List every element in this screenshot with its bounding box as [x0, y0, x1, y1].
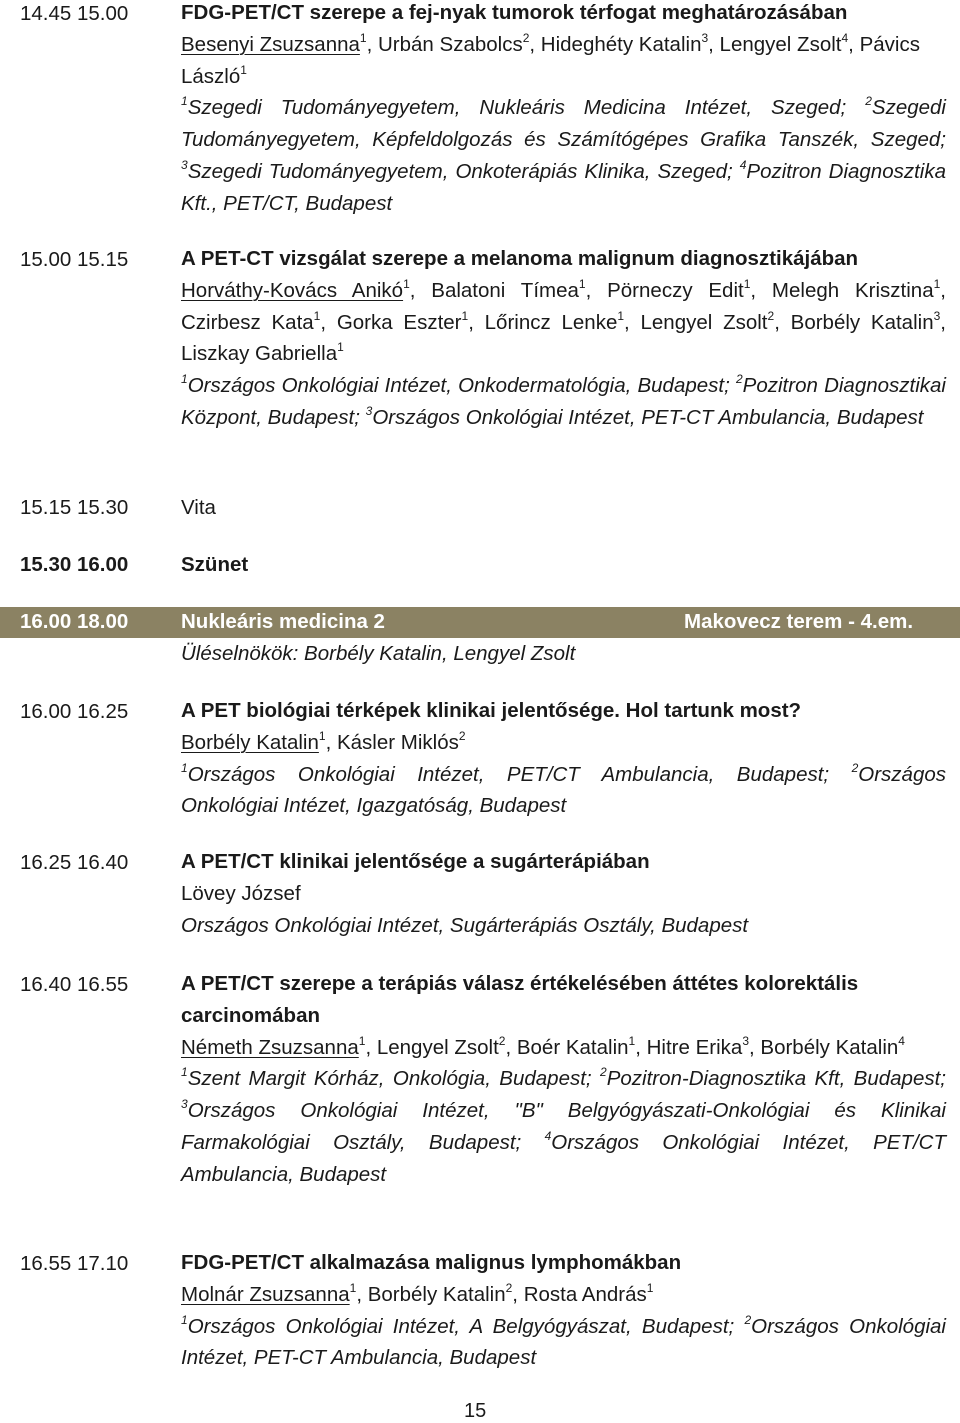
affiliation-number: 4	[544, 1128, 552, 1143]
presenting-author: Borbély Katalin	[181, 730, 319, 754]
affiliation-number: 2	[735, 372, 743, 387]
program-entry	[181, 695, 946, 822]
affiliation-number: 3	[365, 403, 373, 418]
entry-time: 16.00 16.25	[20, 700, 129, 723]
author-affiliation-mark: 3	[933, 308, 941, 323]
co-author: , Hideghéty Katalin	[529, 32, 702, 56]
talk-affiliations	[181, 759, 946, 823]
program-entry	[181, 968, 946, 1191]
entry-time: 16.55 17.10	[20, 1252, 129, 1275]
affiliation-number: 3	[181, 1097, 188, 1112]
co-author: , Pávics László	[181, 32, 920, 88]
co-author: , Kásler Miklós	[325, 730, 459, 754]
entry-time: 15.00 15.15	[20, 248, 129, 271]
co-author: , Melegh Krisztina	[750, 278, 934, 302]
co-author: , Czirbesz Kata	[181, 278, 946, 334]
talk-affiliations	[181, 1063, 946, 1190]
talk-title: FDG-PET/CT szerepe a fej-nyak tumorok térfogat meghatározásában	[181, 1, 848, 24]
co-author: , Lengyel Zsolt	[708, 32, 842, 56]
affiliation-text: Szegedi Tudományegyetem, Nukleáris Medicina Intézet, Szeged;	[187, 96, 866, 120]
co-author: , Balatoni Tímea	[409, 278, 579, 302]
co-author: , Boér Katalin	[505, 1035, 629, 1059]
presenting-author: Németh Zsuzsanna	[181, 1035, 359, 1059]
author-affiliation-mark: 4	[898, 1033, 905, 1048]
affiliation-number: 1	[181, 760, 188, 775]
author-affiliation-mark: 3	[742, 1033, 749, 1048]
talk-authors	[181, 275, 946, 370]
affiliation-number: 2	[744, 1312, 752, 1327]
author-affiliation-mark: 1	[349, 1280, 357, 1295]
talk-authors	[181, 1279, 946, 1311]
author-affiliation-mark: 1	[240, 62, 247, 77]
co-author: , Lengyel Zsolt	[624, 310, 768, 334]
co-author: , Liszkay Gabriella	[181, 310, 946, 366]
talk-title: A PET/CT klinikai jelentősége a sugárterápiában	[181, 850, 650, 873]
affiliation-number: 2	[851, 760, 859, 775]
session-time: 16.00 18.00	[20, 610, 129, 633]
talk-authors	[181, 727, 946, 759]
author-affiliation-mark: 1	[617, 308, 625, 323]
author-affiliation-mark: 1	[313, 308, 321, 323]
session-chairs: Üléselnökök: Borbély Katalin, Lengyel Zsolt	[181, 642, 576, 665]
affiliation-number: 1	[181, 372, 188, 387]
talk-affiliations	[181, 910, 946, 942]
break-time: 15.30 16.00	[20, 553, 129, 576]
co-author: , Rosta András	[512, 1282, 647, 1306]
co-author: , Borbély Katalin	[356, 1282, 506, 1306]
break-label: Vita	[181, 496, 216, 519]
author-affiliation-mark: 4	[841, 30, 849, 45]
affiliation-number: 4	[739, 157, 747, 172]
author-affiliation-mark: 1	[337, 340, 344, 355]
affiliation-number: 2	[600, 1065, 607, 1080]
affiliation-number: 1	[181, 1312, 188, 1327]
presenting-author: Molnár Zsuzsanna	[181, 1282, 350, 1306]
break-label: Szünet	[181, 553, 249, 576]
talk-title: A PET-CT vizsgálat szerepe a melanoma malignum diagnosztikájában	[181, 247, 859, 270]
author-affiliation-mark: 1	[461, 308, 469, 323]
author-affiliation-mark: 1	[578, 276, 586, 291]
session-room: Makovecz terem - 4.em.	[684, 610, 914, 633]
talk-affiliations	[181, 1311, 946, 1375]
affiliation-text: Pozitron-Diagnosztika Kft, Budapest;	[606, 1067, 946, 1091]
author-affiliation-mark: 1	[318, 728, 326, 743]
affiliation-number: 3	[181, 157, 188, 172]
co-author: , Lőrincz Lenke	[468, 310, 618, 334]
talk-authors	[181, 29, 946, 93]
author-affiliation-mark: 1	[933, 276, 941, 291]
co-author: , Borbély Katalin	[774, 310, 934, 334]
entry-time: 16.40 16.55	[20, 973, 129, 996]
affiliation-text: Szegedi Tudományegyetem, Képfeldolgozás és Számítógépes Grafika Tanszék, Szeged;	[181, 96, 946, 152]
talk-authors	[181, 1032, 946, 1064]
presenting-author: Lövey József	[181, 881, 301, 905]
affiliation-number: 2	[865, 94, 872, 109]
presenting-author: Horváthy-Kovács Anikó	[181, 278, 404, 302]
author-affiliation-mark: 1	[628, 1033, 636, 1048]
affiliation-number: 1	[181, 1065, 188, 1080]
author-affiliation-mark: 2	[498, 1033, 506, 1048]
author-affiliation-mark: 1	[403, 276, 410, 291]
author-affiliation-mark: 3	[701, 30, 709, 45]
program-entry	[181, 243, 946, 434]
talk-title: FDG-PET/CT alkalmazása malignus lymphomákban	[181, 1251, 682, 1274]
session-title: Nukleáris medicina 2	[181, 610, 385, 633]
affiliation-text: Országos Onkológiai Intézet, PET/CT Ambulancia, Budapest	[181, 1130, 946, 1186]
talk-affiliations	[181, 92, 946, 219]
talk-authors	[181, 878, 946, 910]
talk-title: A PET biológiai térképek klinikai jelentősége. Hol tartunk most?	[181, 699, 802, 722]
presenting-author: Besenyi Zsuzsanna	[181, 32, 360, 56]
author-affiliation-mark: 2	[458, 728, 466, 743]
affiliation-text: Pozitron Diagnosztika Kft., PET/CT, Budapest	[181, 159, 947, 215]
co-author: , Hitre Erika	[635, 1035, 743, 1059]
author-affiliation-mark: 1	[359, 30, 367, 45]
entry-time: 14.45 15.00	[20, 2, 129, 25]
talk-affiliations	[181, 370, 946, 434]
affiliation-text: Országos Onkológiai Intézet, Igazgatóság, Budapest	[181, 762, 946, 818]
author-affiliation-mark: 2	[505, 1280, 513, 1295]
affiliation-text: Szent Margit Kórház, Onkológia, Budapest;	[187, 1067, 601, 1091]
affiliation-text: Országos Onkológiai Intézet, Onkodermatológia, Budapest;	[187, 374, 736, 398]
author-affiliation-mark: 1	[646, 1280, 654, 1295]
co-author: , Urbán Szabolcs	[366, 32, 523, 56]
affiliation-text: Szegedi Tudományegyetem, Onkoterápiás Klinika, Szeged;	[187, 159, 740, 183]
co-author: , Lengyel Zsolt	[365, 1035, 499, 1059]
author-affiliation-mark: 2	[767, 308, 775, 323]
affiliation-text: Országos Onkológiai Intézet, "B" Belgyógyászati-Onkológiai és Klinikai Farmakológiai Osztály, Budapest;	[181, 1099, 946, 1154]
program-entry	[181, 0, 946, 220]
program-entry	[181, 846, 946, 941]
program-entry	[181, 1247, 946, 1374]
affiliation-text: Országos Onkológiai Intézet, Sugárterápiás Osztály, Budapest	[181, 913, 749, 937]
affiliation-text: Országos Onkológiai Intézet, PET/CT Ambulancia, Budapest;	[187, 762, 852, 786]
break-time: 15.15 15.30	[20, 496, 129, 519]
author-affiliation-mark: 1	[358, 1033, 366, 1048]
co-author: , Gorka Eszter	[320, 310, 462, 334]
affiliation-text: Országos Onkológiai Intézet, PET-CT Ambulancia, Budapest	[181, 1314, 946, 1370]
affiliation-number: 1	[181, 94, 188, 109]
affiliation-text: Országos Onkológiai Intézet, A Belgyógyászat, Budapest;	[187, 1314, 745, 1338]
author-affiliation-mark: 1	[743, 276, 751, 291]
session-header-bar	[0, 607, 960, 638]
affiliation-text: Országos Onkológiai Intézet, PET-CT Ambulancia, Budapest	[372, 405, 924, 429]
affiliation-text: Pozitron Diagnosztikai Központ, Budapest;	[181, 374, 946, 429]
co-author: , Borbély Katalin	[749, 1035, 899, 1059]
co-author: , Pörneczy Edit	[585, 278, 744, 302]
author-affiliation-mark: 2	[522, 30, 530, 45]
page-number: 15	[464, 1400, 487, 1422]
entry-time: 16.25 16.40	[20, 851, 129, 874]
talk-title: A PET/CT szerepe a terápiás válasz értékelésében áttétes kolorektális carcinomában	[181, 972, 859, 1027]
